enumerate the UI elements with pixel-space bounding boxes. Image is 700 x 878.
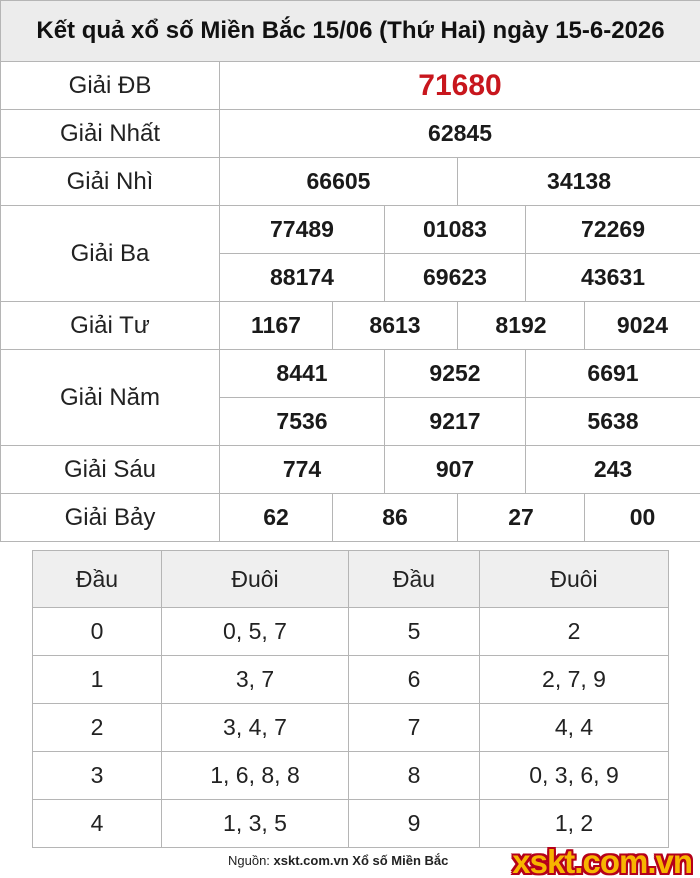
loto-dau: 5: [349, 608, 480, 656]
loto-duoi: 3, 7: [162, 656, 349, 704]
prize-number: 77489: [220, 206, 385, 254]
prize-label-db: Giải ĐB: [1, 62, 220, 110]
prize-label-sau: Giải Sáu: [1, 446, 220, 494]
prize-row-sau: [1, 446, 700, 494]
prize-number: 5638: [526, 398, 700, 446]
page-title: Kết quả xổ số Miền Bắc 15/06 (Thứ Hai) ngày 15-6-2026: [1, 1, 700, 62]
prize-number: 62: [220, 494, 333, 542]
prize-number: 9217: [385, 398, 526, 446]
prize-number: 9252: [385, 350, 526, 398]
source-site-link[interactable]: xskt.com.vn Xổ số Miền Bắc: [273, 853, 449, 868]
source-prefix: Nguồn:: [228, 853, 270, 868]
loto-row: [33, 608, 669, 656]
title-row: [1, 1, 700, 62]
prize-number: 86: [333, 494, 458, 542]
prize-number: 43631: [526, 254, 700, 302]
prize-number: 774: [220, 446, 385, 494]
loto-header-dau: Đầu: [33, 551, 162, 608]
loto-header-row: [33, 551, 669, 608]
prize-number: 88174: [220, 254, 385, 302]
footer: [0, 845, 700, 878]
prize-number: 01083: [385, 206, 526, 254]
prize-row-nhi: [1, 158, 700, 206]
prize-label-tu: Giải Tư: [1, 302, 220, 350]
loto-dau: 1: [33, 656, 162, 704]
prize-number: 27: [458, 494, 585, 542]
prize-label-ba: Giải Ba: [1, 206, 220, 302]
loto-dau: 2: [33, 704, 162, 752]
loto-header-dau: Đầu: [349, 551, 480, 608]
loto-dau: 6: [349, 656, 480, 704]
prize-row-ba-1: [1, 206, 700, 254]
prize-number: 69623: [385, 254, 526, 302]
prize-row-bay: [1, 494, 700, 542]
prize-number: 8441: [220, 350, 385, 398]
site-logo: xskt.com.vn: [512, 843, 692, 878]
loto-duoi: 1, 6, 8, 8: [162, 752, 349, 800]
prize-number: 72269: [526, 206, 700, 254]
prize-number: 7536: [220, 398, 385, 446]
loto-duoi: 4, 4: [480, 704, 669, 752]
prize-row-nam-1: [1, 350, 700, 398]
prize-row-tu: [1, 302, 700, 350]
loto-row: [33, 800, 669, 848]
loto-duoi: 2: [480, 608, 669, 656]
source-note: [228, 853, 448, 868]
prize-number: 62845: [220, 110, 700, 158]
prize-number: 8192: [458, 302, 585, 350]
prize-row-db: [1, 62, 700, 110]
loto-dau: 0: [33, 608, 162, 656]
loto-duoi: 1, 3, 5: [162, 800, 349, 848]
prize-label-bay: Giải Bảy: [1, 494, 220, 542]
loto-duoi: 0, 3, 6, 9: [480, 752, 669, 800]
prize-label-nam: Giải Năm: [1, 350, 220, 446]
prize-label-nhi: Giải Nhì: [1, 158, 220, 206]
loto-dau: 8: [349, 752, 480, 800]
loto-dau: 3: [33, 752, 162, 800]
loto-row: [33, 704, 669, 752]
prize-number: 00: [585, 494, 700, 542]
special-prize-number: 71680: [220, 62, 700, 110]
prize-number: 6691: [526, 350, 700, 398]
prize-number: 66605: [220, 158, 458, 206]
prize-number: 1167: [220, 302, 333, 350]
prize-label-nhat: Giải Nhất: [1, 110, 220, 158]
loto-row: [33, 752, 669, 800]
prize-number: 8613: [333, 302, 458, 350]
loto-dau: 4: [33, 800, 162, 848]
loto-dau: 9: [349, 800, 480, 848]
loto-row: [33, 656, 669, 704]
loto-dau: 7: [349, 704, 480, 752]
loto-duoi: 2, 7, 9: [480, 656, 669, 704]
prize-row-nhat: [1, 110, 700, 158]
loto-table: [32, 550, 669, 848]
loto-header-duoi: Đuôi: [480, 551, 669, 608]
loto-duoi: 1, 2: [480, 800, 669, 848]
prize-number: 243: [526, 446, 700, 494]
loto-duoi: 0, 5, 7: [162, 608, 349, 656]
prize-number: 907: [385, 446, 526, 494]
loto-duoi: 3, 4, 7: [162, 704, 349, 752]
prize-number: 9024: [585, 302, 700, 350]
loto-header-duoi: Đuôi: [162, 551, 349, 608]
prize-number: 34138: [458, 158, 700, 206]
